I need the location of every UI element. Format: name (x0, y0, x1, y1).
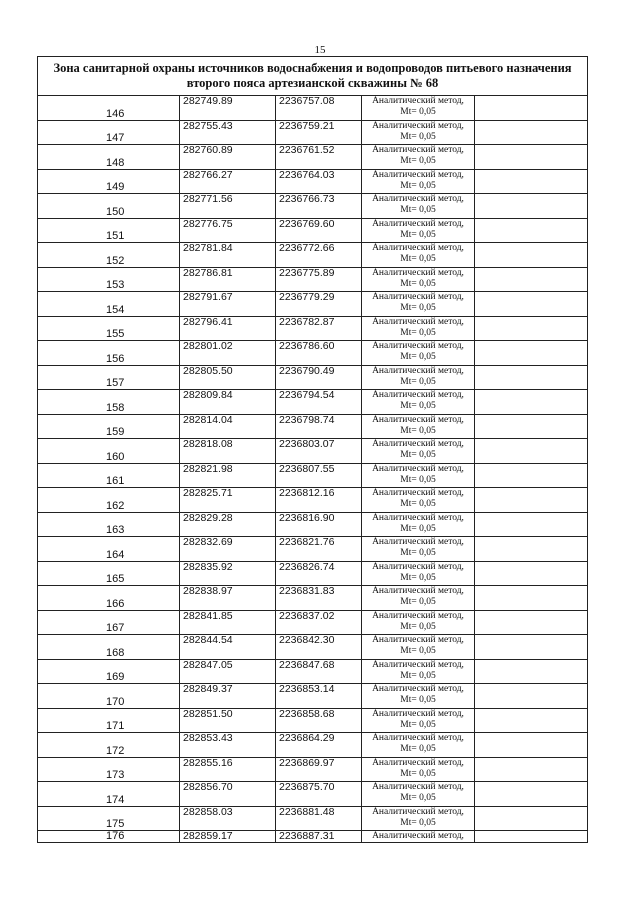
method-cell (362, 635, 475, 660)
method-name: Аналитический метод, (372, 537, 464, 547)
method-name: Аналитический метод, (372, 586, 464, 596)
method-accuracy: Mt= 0,05 (400, 180, 436, 191)
empty-cell (475, 708, 588, 733)
method-accuracy: Mt= 0,05 (400, 205, 436, 215)
point-number: 164 (38, 537, 180, 562)
table-row (38, 659, 588, 684)
coord-y: 2236875.70 (276, 782, 362, 807)
table-row (38, 341, 588, 366)
table-row (38, 414, 588, 439)
method-accuracy: Mt= 0,05 (400, 768, 436, 779)
method-cell (362, 390, 475, 415)
point-number: 168 (38, 635, 180, 660)
table-row (38, 610, 588, 635)
coord-x: 282771.56 (180, 194, 276, 219)
empty-cell (475, 635, 588, 660)
method-name: Аналитический метод, (372, 414, 464, 425)
table-row (38, 316, 588, 341)
point-number: 171 (38, 708, 180, 733)
coord-y: 2236864.29 (276, 733, 362, 758)
coord-y: 2236837.02 (276, 610, 362, 635)
table-title-line-1: Зона санитарной охраны источников водоснабжения и водопроводов питьевого назначения (53, 61, 572, 75)
method-accuracy: Mt= 0,05 (400, 572, 436, 583)
coord-y: 2236761.52 (276, 145, 362, 170)
table-row (38, 194, 588, 219)
point-number: 148 (38, 145, 180, 170)
method-name: Аналитический метод, (372, 243, 464, 253)
coord-y: 2236798.74 (276, 414, 362, 439)
method-cell (362, 586, 475, 611)
table-row (38, 806, 588, 831)
method-name: Аналитический метод, (372, 635, 464, 645)
coord-x: 282832.69 (180, 537, 276, 562)
method-name: Аналитический метод, (372, 267, 464, 278)
method-name: Аналитический метод, (372, 120, 464, 131)
coord-x: 282859.17 (180, 831, 276, 843)
method-cell (362, 463, 475, 488)
coord-y: 2236887.31 (276, 831, 362, 843)
method-accuracy: Mt= 0,05 (400, 131, 436, 142)
method-accuracy: Mt= 0,05 (400, 670, 436, 681)
method-accuracy: Mt= 0,05 (400, 450, 436, 460)
coord-x: 282776.75 (180, 218, 276, 243)
method-cell (362, 218, 475, 243)
empty-cell (475, 341, 588, 366)
table-body (38, 96, 588, 843)
point-number: 156 (38, 341, 180, 366)
coord-x: 282844.54 (180, 635, 276, 660)
coord-y: 2236782.87 (276, 316, 362, 341)
method-accuracy: Mt= 0,05 (400, 352, 436, 362)
coord-y: 2236794.54 (276, 390, 362, 415)
table-row (38, 586, 588, 611)
empty-cell (475, 96, 588, 121)
empty-cell (475, 806, 588, 831)
empty-cell (475, 586, 588, 611)
coord-y: 2236803.07 (276, 439, 362, 464)
method-cell (362, 267, 475, 292)
method-name: Аналитический метод, (372, 488, 464, 498)
point-number: 149 (38, 169, 180, 194)
empty-cell (475, 194, 588, 219)
coordinates-table (37, 56, 588, 843)
coord-x: 282841.85 (180, 610, 276, 635)
table-row (38, 120, 588, 145)
method-cell (362, 659, 475, 684)
point-number: 175 (38, 806, 180, 831)
method-name: Аналитический метод, (372, 561, 464, 572)
method-cell (362, 292, 475, 317)
method-cell (362, 610, 475, 635)
point-number: 157 (38, 365, 180, 390)
empty-cell (475, 169, 588, 194)
coord-x: 282749.89 (180, 96, 276, 121)
empty-cell (475, 782, 588, 807)
coord-x: 282755.43 (180, 120, 276, 145)
method-cell (362, 194, 475, 219)
point-number: 163 (38, 512, 180, 537)
method-name: Аналитический метод, (372, 218, 464, 229)
method-name: Аналитический метод, (372, 831, 464, 841)
coord-y: 2236858.68 (276, 708, 362, 733)
empty-cell (475, 267, 588, 292)
empty-cell (475, 316, 588, 341)
method-name: Аналитический метод, (372, 194, 464, 204)
coord-x: 282809.84 (180, 390, 276, 415)
method-cell (362, 561, 475, 586)
table-title (38, 57, 588, 96)
method-cell (362, 414, 475, 439)
empty-cell (475, 365, 588, 390)
coord-x: 282853.43 (180, 733, 276, 758)
method-accuracy: Mt= 0,05 (400, 499, 436, 509)
table-row (38, 145, 588, 170)
point-number: 174 (38, 782, 180, 807)
empty-cell (475, 292, 588, 317)
table-row (38, 463, 588, 488)
point-number: 151 (38, 218, 180, 243)
table-row (38, 243, 588, 268)
coord-x: 282814.04 (180, 414, 276, 439)
coord-y: 2236816.90 (276, 512, 362, 537)
coord-x: 282781.84 (180, 243, 276, 268)
coord-y: 2236869.97 (276, 757, 362, 782)
empty-cell (475, 390, 588, 415)
table-row (38, 635, 588, 660)
coord-x: 282786.81 (180, 267, 276, 292)
coord-x: 282801.02 (180, 341, 276, 366)
coord-y: 2236853.14 (276, 684, 362, 709)
table-row (38, 218, 588, 243)
empty-cell (475, 659, 588, 684)
coord-x: 282855.16 (180, 757, 276, 782)
coord-x: 282821.98 (180, 463, 276, 488)
point-number: 150 (38, 194, 180, 219)
method-accuracy: Mt= 0,05 (400, 425, 436, 436)
method-accuracy: Mt= 0,05 (400, 303, 436, 313)
table-row (38, 267, 588, 292)
method-name: Аналитический метод, (372, 610, 464, 621)
method-name: Аналитический метод, (372, 145, 464, 155)
point-number: 172 (38, 733, 180, 758)
coord-y: 2236772.66 (276, 243, 362, 268)
method-name: Аналитический метод, (372, 341, 464, 351)
method-cell (362, 439, 475, 464)
coord-y: 2236766.73 (276, 194, 362, 219)
method-cell (362, 316, 475, 341)
method-accuracy: Mt= 0,05 (400, 695, 436, 705)
point-number: 153 (38, 267, 180, 292)
coord-y: 2236775.89 (276, 267, 362, 292)
coord-x: 282766.27 (180, 169, 276, 194)
method-name: Аналитический метод, (372, 708, 464, 719)
method-name: Аналитический метод, (372, 292, 464, 302)
point-number: 167 (38, 610, 180, 635)
empty-cell (475, 414, 588, 439)
coord-y: 2236821.76 (276, 537, 362, 562)
method-accuracy: Mt= 0,05 (400, 156, 436, 166)
point-number: 154 (38, 292, 180, 317)
table-row (38, 537, 588, 562)
empty-cell (475, 488, 588, 513)
method-name: Аналитический метод, (372, 806, 464, 817)
point-number: 152 (38, 243, 180, 268)
method-name: Аналитический метод, (372, 96, 464, 106)
coord-y: 2236807.55 (276, 463, 362, 488)
coord-x: 282858.03 (180, 806, 276, 831)
method-accuracy: Mt= 0,05 (400, 327, 436, 338)
method-accuracy: Mt= 0,05 (400, 744, 436, 754)
coord-y: 2236812.16 (276, 488, 362, 513)
method-cell (362, 708, 475, 733)
coord-y: 2236847.68 (276, 659, 362, 684)
table-row (38, 365, 588, 390)
method-name: Аналитический метод, (372, 169, 464, 180)
coord-x: 282818.08 (180, 439, 276, 464)
method-accuracy: Mt= 0,05 (400, 376, 436, 387)
method-cell (362, 243, 475, 268)
method-accuracy: Mt= 0,05 (400, 523, 436, 534)
coord-x: 282791.67 (180, 292, 276, 317)
coord-y: 2236786.60 (276, 341, 362, 366)
table-row (38, 169, 588, 194)
table-row (38, 561, 588, 586)
table-title-line-2: второго пояса артезианской скважины № 68 (186, 76, 439, 90)
method-cell (362, 341, 475, 366)
point-number: 166 (38, 586, 180, 611)
empty-cell (475, 537, 588, 562)
coord-y: 2236759.21 (276, 120, 362, 145)
method-accuracy: Mt= 0,05 (400, 621, 436, 632)
coord-y: 2236769.60 (276, 218, 362, 243)
coord-y: 2236790.49 (276, 365, 362, 390)
coord-x: 282796.41 (180, 316, 276, 341)
coord-y: 2236757.08 (276, 96, 362, 121)
coord-y: 2236831.83 (276, 586, 362, 611)
point-number: 147 (38, 120, 180, 145)
coord-y: 2236826.74 (276, 561, 362, 586)
method-accuracy: Mt= 0,05 (400, 719, 436, 730)
method-accuracy: Mt= 0,05 (400, 817, 436, 828)
empty-cell (475, 439, 588, 464)
method-cell (362, 782, 475, 807)
method-cell (362, 806, 475, 831)
coord-x: 282851.50 (180, 708, 276, 733)
coord-x: 282825.71 (180, 488, 276, 513)
table-row (38, 782, 588, 807)
coord-x: 282856.70 (180, 782, 276, 807)
empty-cell (475, 733, 588, 758)
method-cell (362, 145, 475, 170)
table-row (38, 733, 588, 758)
point-number: 155 (38, 316, 180, 341)
coord-y: 2236881.48 (276, 806, 362, 831)
method-cell (362, 684, 475, 709)
coord-x: 282805.50 (180, 365, 276, 390)
method-accuracy: Mt= 0,05 (400, 646, 436, 656)
method-name: Аналитический метод, (372, 390, 464, 400)
empty-cell (475, 243, 588, 268)
empty-cell (475, 561, 588, 586)
method-name: Аналитический метод, (372, 316, 464, 327)
table-row (38, 292, 588, 317)
method-accuracy: Mt= 0,05 (400, 793, 436, 803)
point-number: 158 (38, 390, 180, 415)
empty-cell (475, 218, 588, 243)
method-name: Аналитический метод, (372, 733, 464, 743)
table-row (38, 390, 588, 415)
empty-cell (475, 831, 588, 843)
method-accuracy: Mt= 0,05 (400, 107, 436, 117)
coord-y: 2236842.30 (276, 635, 362, 660)
method-accuracy: Mt= 0,05 (400, 254, 436, 264)
point-number: 173 (38, 757, 180, 782)
method-cell (362, 365, 475, 390)
coord-x: 282838.97 (180, 586, 276, 611)
point-number: 146 (38, 96, 180, 121)
coord-x: 282835.92 (180, 561, 276, 586)
method-cell (362, 512, 475, 537)
method-accuracy: Mt= 0,05 (400, 401, 436, 411)
empty-cell (475, 463, 588, 488)
method-name: Аналитический метод, (372, 365, 464, 376)
empty-cell (475, 757, 588, 782)
table-row (38, 684, 588, 709)
method-cell (362, 169, 475, 194)
method-accuracy: Mt= 0,05 (400, 474, 436, 485)
point-number: 169 (38, 659, 180, 684)
coord-x: 282849.37 (180, 684, 276, 709)
method-name: Аналитический метод, (372, 659, 464, 670)
method-name: Аналитический метод, (372, 439, 464, 449)
method-cell (362, 537, 475, 562)
empty-cell (475, 684, 588, 709)
empty-cell (475, 610, 588, 635)
method-name: Аналитический метод, (372, 684, 464, 694)
point-number: 162 (38, 488, 180, 513)
method-accuracy: Mt= 0,05 (400, 229, 436, 240)
method-cell (362, 120, 475, 145)
point-number: 160 (38, 439, 180, 464)
point-number: 159 (38, 414, 180, 439)
method-cell (362, 757, 475, 782)
method-cell (362, 733, 475, 758)
table-row (38, 757, 588, 782)
point-number: 176 (38, 831, 180, 843)
coord-x: 282829.28 (180, 512, 276, 537)
method-name: Аналитический метод, (372, 757, 464, 768)
point-number: 170 (38, 684, 180, 709)
coord-x: 282847.05 (180, 659, 276, 684)
table-row (38, 439, 588, 464)
table-row (38, 831, 588, 843)
method-cell (362, 488, 475, 513)
empty-cell (475, 512, 588, 537)
coord-y: 2236779.29 (276, 292, 362, 317)
method-accuracy: Mt= 0,05 (400, 278, 436, 289)
method-accuracy: Mt= 0,05 (400, 548, 436, 558)
table-row (38, 708, 588, 733)
point-number: 165 (38, 561, 180, 586)
method-accuracy: Mt= 0,05 (400, 597, 436, 607)
page-number: 15 (314, 44, 326, 56)
table-row (38, 488, 588, 513)
point-number: 161 (38, 463, 180, 488)
method-cell (362, 831, 475, 843)
method-name: Аналитический метод, (372, 512, 464, 523)
method-name: Аналитический метод, (372, 782, 464, 792)
table-row (38, 96, 588, 121)
empty-cell (475, 145, 588, 170)
method-name: Аналитический метод, (372, 463, 464, 474)
method-cell (362, 96, 475, 121)
coord-y: 2236764.03 (276, 169, 362, 194)
coord-x: 282760.89 (180, 145, 276, 170)
table-row (38, 512, 588, 537)
empty-cell (475, 120, 588, 145)
